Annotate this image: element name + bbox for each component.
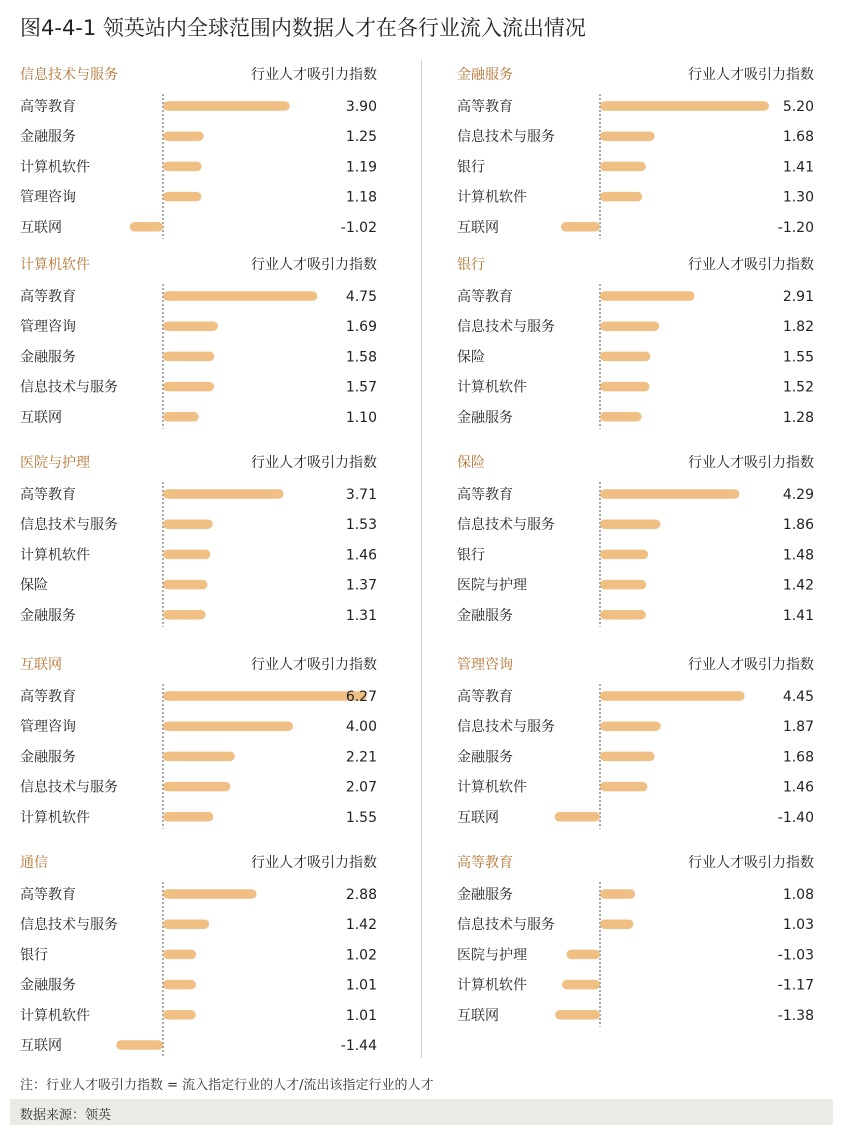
value-label: 1.08 bbox=[782, 887, 814, 903]
value-label: 3.71 bbox=[345, 487, 377, 503]
panel-title: 互联网 bbox=[20, 657, 62, 673]
bar bbox=[163, 101, 290, 111]
bar bbox=[600, 919, 633, 929]
category-label: 管理咨询 bbox=[20, 719, 76, 736]
bar bbox=[600, 721, 661, 731]
category-label: 信息技术与服务 bbox=[20, 917, 118, 934]
category-label: 金融服务 bbox=[20, 607, 76, 624]
value-label: 1.01 bbox=[345, 1007, 377, 1024]
value-label: 1.10 bbox=[345, 409, 377, 426]
bar bbox=[163, 519, 213, 529]
category-label: 信息技术与服务 bbox=[457, 719, 555, 736]
value-label: 1.46 bbox=[782, 779, 814, 796]
value-label: 4.45 bbox=[782, 689, 814, 705]
bar bbox=[163, 782, 230, 792]
value-axis-label: 行业人才吸引力指数 bbox=[688, 67, 814, 83]
value-label: -1.38 bbox=[777, 1007, 814, 1024]
category-label: 保险 bbox=[457, 349, 485, 366]
category-label: 高等教育 bbox=[457, 99, 513, 115]
value-axis-label: 行业人才吸引力指数 bbox=[688, 257, 814, 273]
page-title: 图4-4-1 领英站内全球范围内数据人才在各行业流入流出情况 bbox=[20, 16, 586, 40]
value-label: 1.53 bbox=[345, 517, 377, 534]
panel-title: 信息技术与服务 bbox=[20, 67, 118, 83]
value-label: 1.46 bbox=[345, 547, 377, 564]
bar-chart bbox=[457, 852, 814, 1031]
category-label: 金融服务 bbox=[20, 129, 76, 146]
bar-chart bbox=[457, 654, 814, 833]
value-label: 1.55 bbox=[345, 809, 377, 826]
value-label: 1.41 bbox=[782, 607, 814, 624]
category-label: 计算机软件 bbox=[20, 1007, 90, 1024]
value-label: 2.91 bbox=[782, 289, 814, 305]
bar bbox=[163, 382, 214, 392]
value-label: 1.52 bbox=[782, 379, 814, 396]
value-label: 1.18 bbox=[345, 189, 377, 206]
bar bbox=[600, 291, 695, 301]
category-label: 高等教育 bbox=[457, 289, 513, 305]
value-label: -1.03 bbox=[777, 947, 814, 964]
bar bbox=[163, 489, 284, 499]
bar bbox=[600, 519, 660, 529]
value-label: 1.03 bbox=[782, 917, 814, 934]
category-label: 医院与护理 bbox=[457, 947, 527, 964]
bar bbox=[600, 691, 745, 701]
value-axis-label: 行业人才吸引力指数 bbox=[688, 855, 814, 871]
bar bbox=[600, 550, 648, 560]
value-axis-label: 行业人才吸引力指数 bbox=[251, 455, 377, 471]
value-label: 1.87 bbox=[782, 719, 814, 736]
value-axis-label: 行业人才吸引力指数 bbox=[688, 455, 814, 471]
value-label: 1.48 bbox=[782, 547, 814, 564]
category-label: 管理咨询 bbox=[20, 189, 76, 206]
category-label: 高等教育 bbox=[20, 689, 76, 705]
panel-title: 计算机软件 bbox=[20, 257, 90, 273]
value-label: -1.20 bbox=[777, 219, 814, 236]
value-label: 4.75 bbox=[345, 289, 377, 305]
category-label: 高等教育 bbox=[20, 289, 76, 305]
category-label: 信息技术与服务 bbox=[20, 779, 118, 796]
bar bbox=[163, 352, 214, 362]
bar bbox=[163, 131, 204, 141]
bar bbox=[600, 752, 655, 762]
bar bbox=[163, 980, 196, 990]
bar bbox=[600, 489, 739, 499]
category-label: 计算机软件 bbox=[20, 547, 90, 564]
category-label: 计算机软件 bbox=[20, 809, 90, 826]
value-label: -1.44 bbox=[340, 1038, 377, 1054]
category-label: 互联网 bbox=[20, 219, 62, 236]
bar bbox=[567, 950, 600, 960]
footnote: 注：行业人才吸引力指数 = 流入指定行业的人才/流出该指定行业的人才 bbox=[20, 1078, 434, 1093]
value-label: 1.55 bbox=[782, 349, 814, 366]
bar bbox=[163, 291, 317, 301]
bar bbox=[163, 162, 202, 172]
value-label: 4.29 bbox=[782, 487, 814, 503]
category-label: 金融服务 bbox=[457, 749, 513, 766]
bar bbox=[163, 610, 206, 620]
category-label: 互联网 bbox=[20, 1038, 62, 1054]
bar-chart bbox=[20, 452, 377, 631]
category-label: 互联网 bbox=[457, 219, 499, 236]
bar bbox=[163, 1010, 196, 1020]
category-label: 信息技术与服务 bbox=[20, 379, 118, 396]
bar bbox=[163, 812, 213, 822]
bar-chart bbox=[20, 852, 377, 1061]
value-axis-label: 行业人才吸引力指数 bbox=[251, 67, 377, 83]
category-label: 信息技术与服务 bbox=[457, 917, 555, 934]
value-axis-label: 行业人才吸引力指数 bbox=[251, 657, 377, 673]
bar-chart bbox=[457, 452, 814, 631]
panel-title: 通信 bbox=[20, 855, 48, 871]
category-label: 金融服务 bbox=[457, 887, 513, 903]
bar bbox=[163, 580, 208, 590]
bar bbox=[600, 610, 646, 620]
value-label: 1.68 bbox=[782, 749, 814, 766]
value-label: 1.28 bbox=[782, 409, 814, 426]
value-axis-label: 行业人才吸引力指数 bbox=[251, 257, 377, 273]
panel-title: 医院与护理 bbox=[20, 455, 90, 471]
value-label: 6.27 bbox=[345, 689, 377, 705]
bar-chart bbox=[20, 254, 377, 433]
value-label: 1.42 bbox=[782, 577, 814, 594]
category-label: 计算机软件 bbox=[457, 977, 527, 994]
value-label: 1.31 bbox=[345, 607, 377, 624]
value-label: 1.69 bbox=[345, 319, 377, 336]
category-label: 金融服务 bbox=[20, 749, 76, 766]
category-label: 互联网 bbox=[20, 409, 62, 426]
category-label: 管理咨询 bbox=[20, 319, 76, 336]
category-label: 金融服务 bbox=[457, 607, 513, 624]
category-label: 保险 bbox=[20, 577, 48, 594]
value-label: 2.07 bbox=[345, 779, 377, 796]
value-label: 3.90 bbox=[345, 99, 377, 115]
bar bbox=[600, 782, 647, 792]
category-label: 计算机软件 bbox=[20, 159, 90, 176]
bar bbox=[163, 919, 209, 929]
bar bbox=[600, 889, 635, 899]
category-label: 医院与护理 bbox=[457, 577, 527, 594]
value-label: 1.57 bbox=[345, 379, 377, 396]
value-axis-label: 行业人才吸引力指数 bbox=[251, 855, 377, 871]
bar bbox=[163, 950, 196, 960]
bar bbox=[555, 1010, 600, 1020]
value-label: -1.17 bbox=[777, 977, 814, 994]
value-label: 1.01 bbox=[345, 977, 377, 994]
bar bbox=[163, 691, 367, 701]
category-label: 计算机软件 bbox=[457, 779, 527, 796]
category-label: 高等教育 bbox=[20, 99, 76, 115]
value-label: 1.19 bbox=[345, 159, 377, 176]
category-label: 互联网 bbox=[457, 1007, 499, 1024]
value-label: 1.82 bbox=[782, 319, 814, 336]
bar bbox=[600, 192, 642, 202]
bar bbox=[130, 222, 163, 232]
bar bbox=[561, 222, 600, 232]
source-text: 数据来源：领英 bbox=[20, 1108, 112, 1123]
panel-title: 银行 bbox=[457, 257, 485, 273]
category-label: 信息技术与服务 bbox=[457, 517, 555, 534]
value-label: 5.20 bbox=[782, 99, 814, 115]
bar bbox=[163, 721, 293, 731]
value-label: 1.68 bbox=[782, 129, 814, 146]
bar bbox=[163, 412, 199, 422]
panel-title: 管理咨询 bbox=[457, 657, 513, 673]
bar-chart bbox=[20, 64, 377, 243]
bar bbox=[600, 162, 646, 172]
category-label: 信息技术与服务 bbox=[20, 517, 118, 534]
column-divider bbox=[421, 60, 422, 1058]
bar-chart bbox=[457, 64, 814, 243]
category-label: 信息技术与服务 bbox=[457, 129, 555, 146]
bar bbox=[555, 812, 601, 822]
category-label: 计算机软件 bbox=[457, 379, 527, 396]
value-label: 2.21 bbox=[345, 749, 377, 766]
category-label: 金融服务 bbox=[20, 977, 76, 994]
value-axis-label: 行业人才吸引力指数 bbox=[688, 657, 814, 673]
value-label: 1.42 bbox=[345, 917, 377, 934]
category-label: 银行 bbox=[457, 159, 485, 176]
category-label: 高等教育 bbox=[457, 689, 513, 705]
value-label: 1.41 bbox=[782, 159, 814, 176]
value-label: -1.02 bbox=[340, 219, 377, 236]
bar bbox=[163, 550, 210, 560]
bar-chart bbox=[457, 254, 814, 433]
bar bbox=[600, 352, 650, 362]
source-bar bbox=[10, 1099, 833, 1125]
category-label: 银行 bbox=[457, 547, 485, 564]
panel-title: 金融服务 bbox=[457, 67, 513, 83]
bar bbox=[163, 192, 201, 202]
value-label: 1.37 bbox=[345, 577, 377, 594]
bar bbox=[600, 321, 659, 331]
category-label: 信息技术与服务 bbox=[457, 319, 555, 336]
value-label: -1.40 bbox=[777, 809, 814, 826]
panel-title: 保险 bbox=[457, 455, 485, 471]
bar-chart bbox=[20, 654, 377, 833]
panel-title: 高等教育 bbox=[457, 855, 513, 871]
category-label: 高等教育 bbox=[20, 887, 76, 903]
category-label: 互联网 bbox=[457, 809, 499, 826]
value-label: 1.02 bbox=[345, 947, 377, 964]
category-label: 计算机软件 bbox=[457, 189, 527, 206]
value-label: 2.88 bbox=[345, 887, 377, 903]
category-label: 高等教育 bbox=[457, 487, 513, 503]
bar bbox=[562, 980, 600, 990]
bar bbox=[600, 382, 649, 392]
value-label: 4.00 bbox=[345, 719, 377, 736]
value-label: 1.58 bbox=[345, 349, 377, 366]
value-label: 1.25 bbox=[345, 129, 377, 146]
value-label: 1.30 bbox=[782, 189, 814, 206]
bar bbox=[163, 752, 235, 762]
bar bbox=[163, 321, 218, 331]
value-label: 1.86 bbox=[782, 517, 814, 534]
category-label: 金融服务 bbox=[20, 349, 76, 366]
category-label: 高等教育 bbox=[20, 487, 76, 503]
bar bbox=[116, 1040, 163, 1050]
bar bbox=[600, 131, 655, 141]
category-label: 金融服务 bbox=[457, 409, 513, 426]
category-label: 银行 bbox=[20, 947, 48, 964]
bar bbox=[163, 889, 257, 899]
bar bbox=[600, 412, 642, 422]
bar bbox=[600, 101, 769, 111]
bar bbox=[600, 580, 646, 590]
